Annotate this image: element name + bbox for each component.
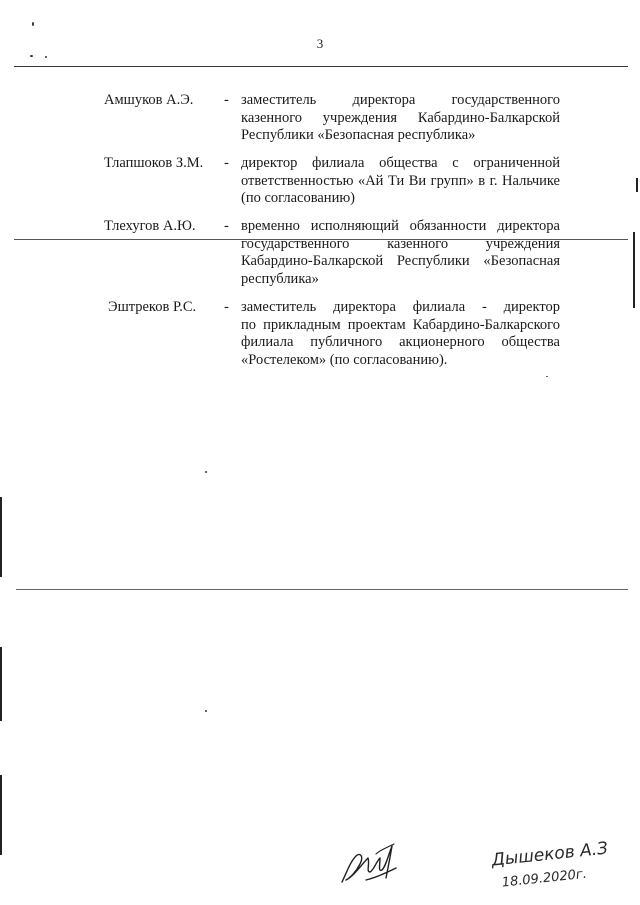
member-name: Эштреков Р.С.	[108, 299, 197, 315]
scan-fold-line	[16, 589, 628, 590]
page-number: 3	[316, 36, 324, 51]
scan-edge-mark	[636, 178, 638, 192]
member-name: Амшуков А.Э.	[104, 92, 194, 108]
member-role	[241, 299, 560, 369]
scan-edge-mark	[0, 647, 2, 721]
scan-speck	[546, 376, 548, 377]
handwritten-receipt-note	[486, 836, 616, 892]
role-line: казенного учреждения Кабардино-Балкарской	[241, 109, 560, 126]
role-line: государственного казенного учреждения	[241, 235, 560, 252]
role-line: по прикладным проектам Кабардино-Балкарского	[241, 316, 560, 333]
role-line: Кабардино-Балкарской Республики «Безопасная	[241, 253, 560, 269]
scan-speck	[205, 710, 207, 712]
member-name: Тлапшоков З.М.	[104, 155, 204, 171]
role-line: (по согласованию)	[241, 190, 355, 206]
role-line: Республики «Безопасная республика»	[241, 127, 476, 143]
scan-speck	[32, 22, 34, 26]
role-line: заместитель директора государственного	[241, 92, 560, 108]
scan-edge-mark	[633, 232, 635, 308]
member-role	[241, 92, 560, 145]
scan-edge-mark	[0, 775, 2, 855]
member-dash: -	[224, 299, 229, 315]
member-dash: -	[224, 92, 229, 108]
scan-edge-mark	[0, 497, 2, 577]
role-line: ответственностью «Ай Ти Ви групп» в г. Нальчике	[241, 172, 560, 189]
role-line: директор филиала общества с ограниченной	[241, 155, 560, 171]
header-rule	[14, 66, 628, 67]
member-role	[241, 218, 560, 288]
signature-image	[336, 834, 406, 889]
member-name: Тлехугов А.Ю.	[104, 218, 196, 234]
role-line: заместитель директора филиала - директор	[241, 299, 560, 315]
member-dash: -	[224, 155, 229, 171]
role-line: филиала публичного акционерного общества	[241, 334, 560, 350]
handwritten-receipt-image	[486, 836, 616, 892]
receipt-name: Дышеков А.З	[490, 838, 609, 871]
role-line: временно исполняющий обязанности директора	[241, 218, 560, 234]
member-role	[241, 155, 560, 208]
member-dash: -	[224, 218, 229, 234]
receipt-date: 18.09.2020г.	[501, 866, 588, 891]
scan-speck	[45, 56, 47, 58]
role-line: республика»	[241, 270, 319, 287]
role-line: «Ростелеком» (по согласованию).	[241, 351, 448, 368]
scan-speck	[30, 55, 33, 57]
scan-speck	[205, 471, 207, 473]
